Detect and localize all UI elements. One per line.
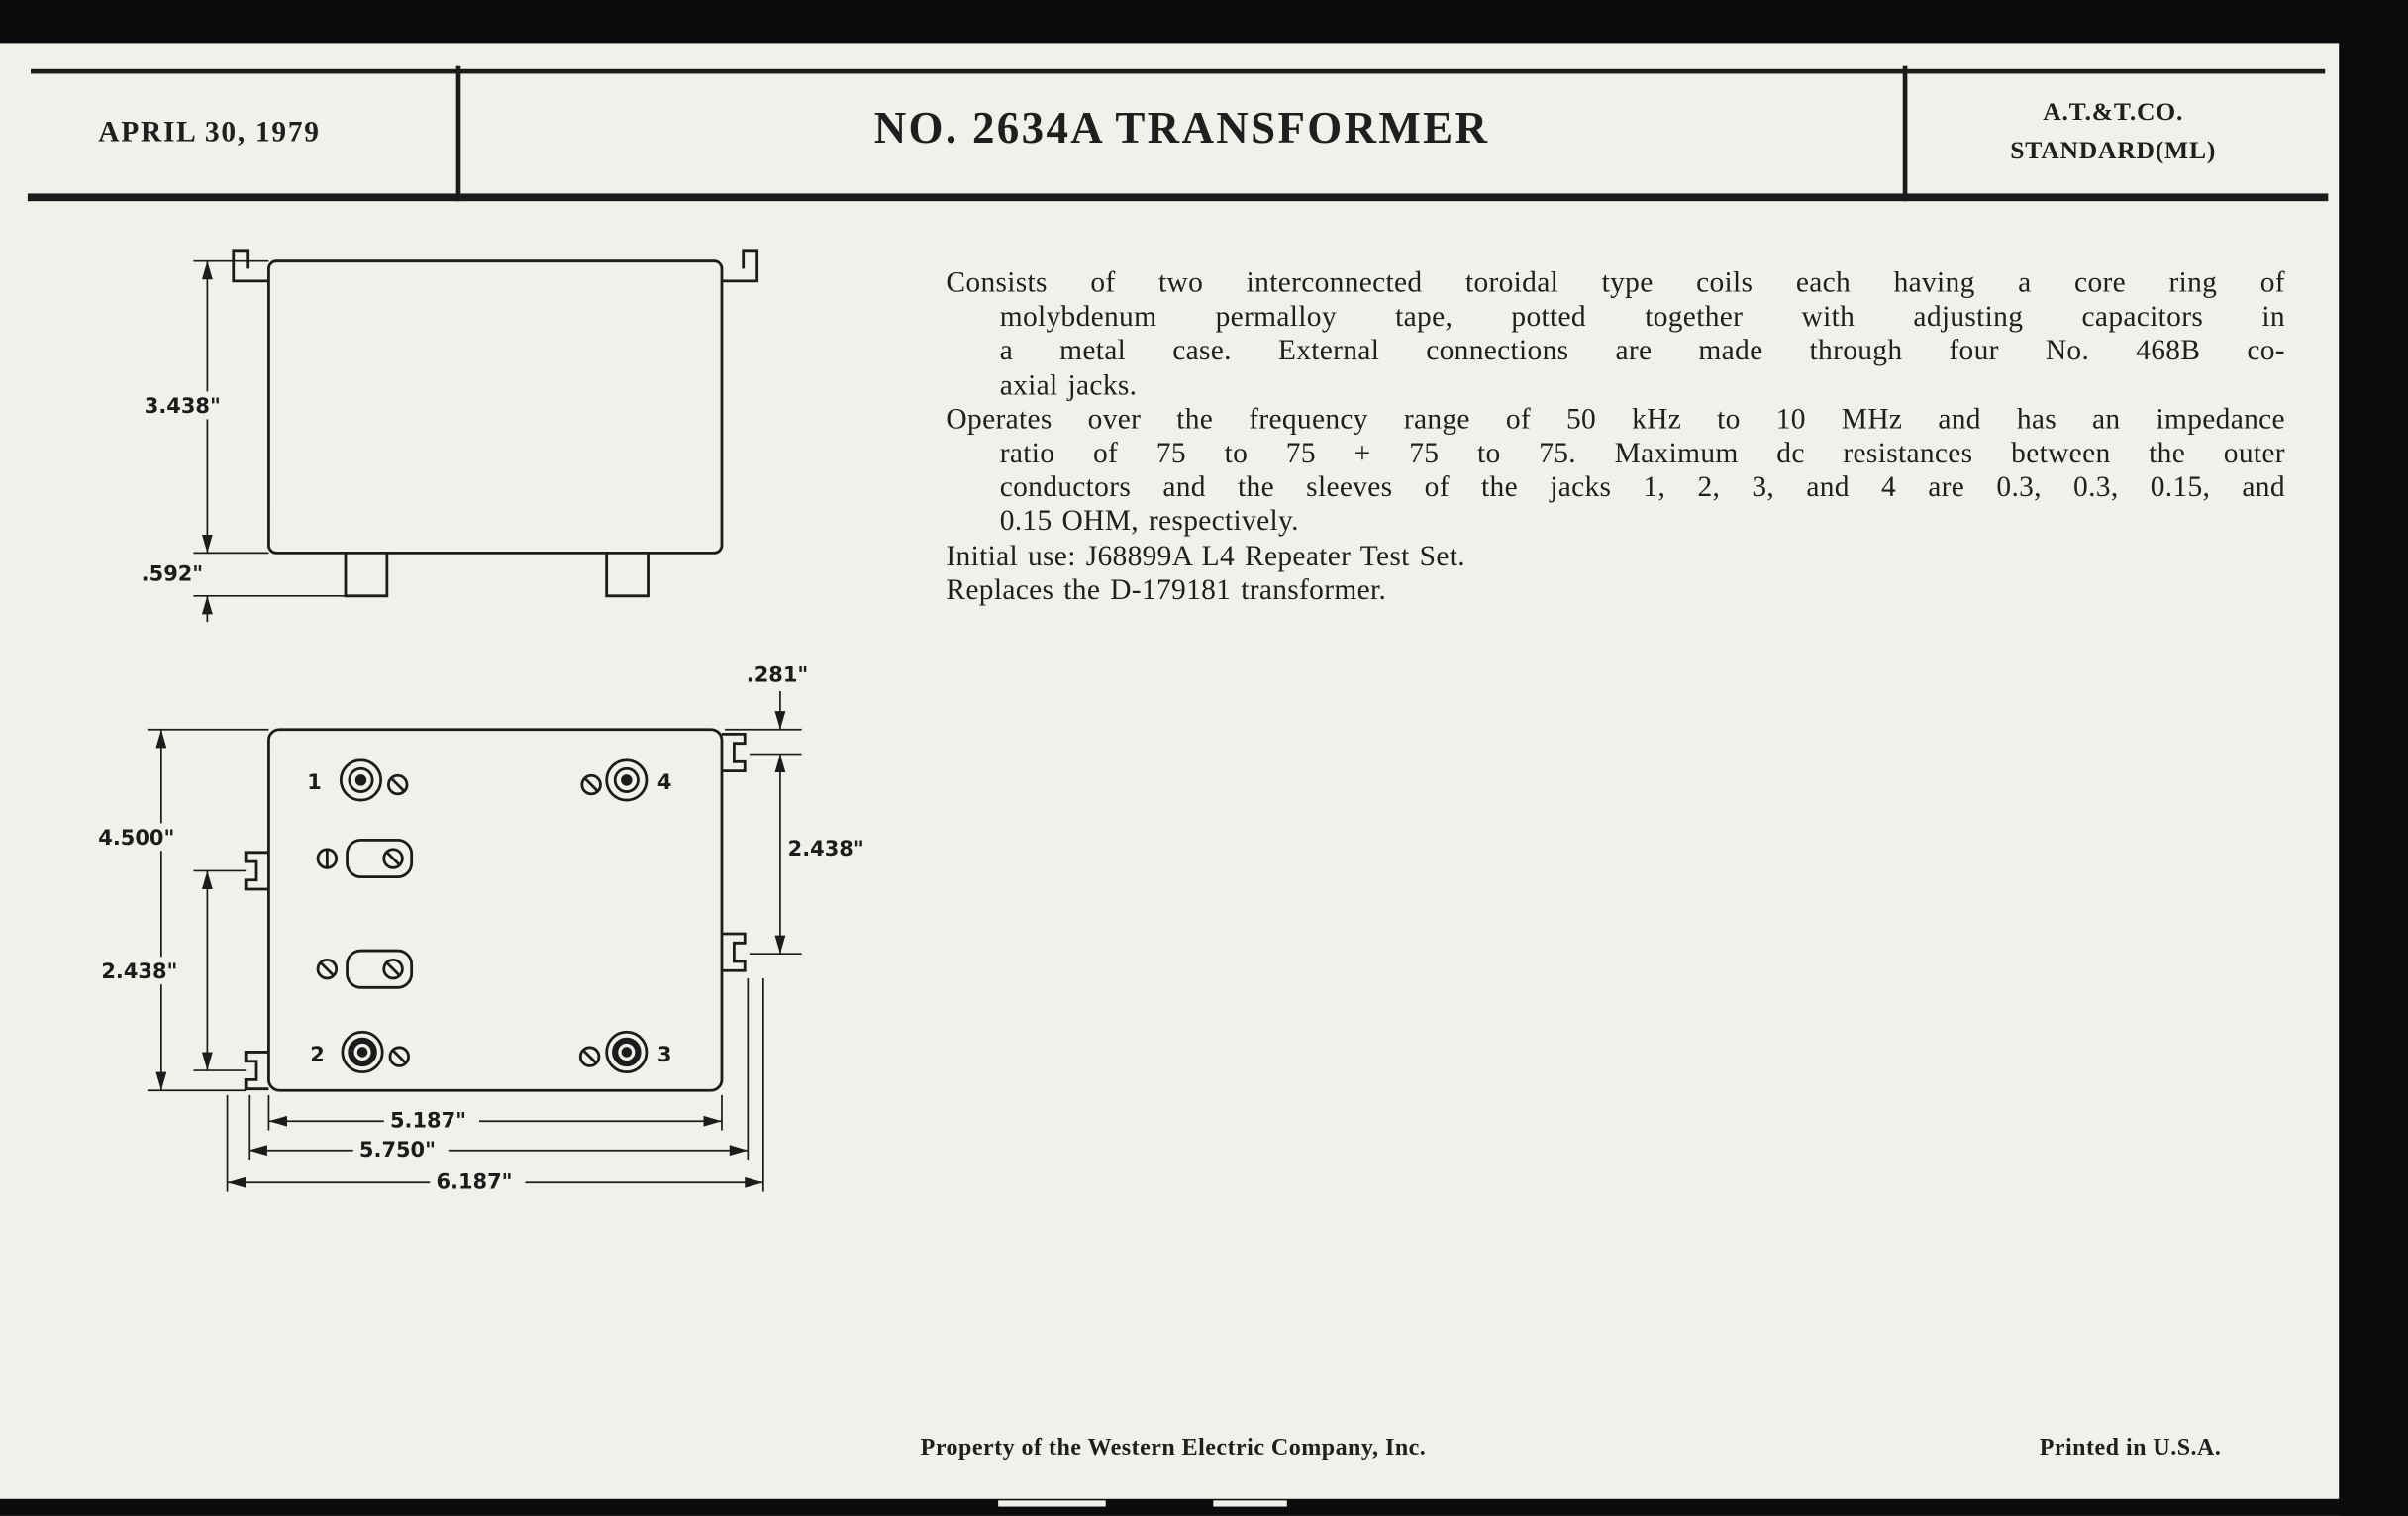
top-view-drawing — [92, 660, 891, 1213]
foot-left — [346, 553, 387, 595]
footer-printed: Printed in U.S.A. — [2039, 1434, 2222, 1462]
dim-width-inner-label: 5.187" — [389, 1108, 467, 1133]
adjust-capacitor-upper — [318, 840, 412, 876]
jack-2-label: 2 — [310, 1042, 325, 1066]
bracket-left-mid — [246, 853, 268, 889]
org-block — [1907, 92, 2319, 169]
jack-3-label: 3 — [656, 1042, 672, 1066]
org-standard: STANDARD(ML) — [2010, 135, 2217, 164]
jack-1-label: 1 — [307, 770, 322, 795]
dim-overall-height-label: 4.500" — [98, 826, 175, 851]
description-line: conductors and the sleeves of the jacks 1, 2, 3, and 4 are 0.3, 0.3, 0.15, and — [999, 471, 2285, 505]
coax-jack-4 — [582, 760, 647, 800]
dim-height-label: 3.438" — [144, 394, 221, 419]
dim-width-mid-label: 5.750" — [358, 1137, 437, 1162]
description-line: Consists of two interconnected toroidal type coils each having a core ring of — [946, 266, 2285, 300]
bracket-right-mid — [722, 934, 745, 970]
dim-width-outer-label: 6.187" — [436, 1169, 513, 1194]
scan-artifact — [1213, 1500, 1286, 1506]
description-line: Operates over the frequency range of 50 kHz to 10 MHz and has an impedance — [946, 403, 2285, 437]
adjust-capacitor-lower — [318, 951, 412, 987]
description-line: ratio of 75 to 75 + 75 to 75. Maximum dc resistances between the outer — [999, 438, 2285, 470]
replaces-line: Replaces the D-179181 transformer. — [946, 573, 1387, 607]
mounting-ear-right — [722, 251, 757, 281]
dim-feet-label: .592" — [141, 561, 204, 586]
coax-jack-2 — [343, 1032, 409, 1071]
case-outline — [268, 261, 722, 554]
footer-property: Property of the Western Electric Company, Inc. — [920, 1434, 1427, 1462]
scan-edge-right — [2339, 0, 2408, 1516]
dim-left-brackets-label: 2.438" — [101, 959, 178, 983]
foot-right — [607, 553, 649, 595]
bracket-right-top — [722, 734, 745, 770]
scan-artifact — [998, 1500, 1106, 1506]
dim-right-brackets-label: 2.438" — [787, 836, 864, 860]
jack-4-label: 4 — [656, 770, 672, 795]
coax-jack-3 — [580, 1032, 647, 1071]
header-rule-top — [31, 69, 2325, 74]
mounting-ear-left — [234, 251, 269, 281]
description-block — [946, 267, 2284, 608]
bracket-left-bottom — [246, 1052, 268, 1088]
org-name: A.T.&T.CO. — [2043, 96, 2184, 127]
side-view-labels — [139, 392, 225, 587]
scan-edge-top — [0, 0, 2408, 43]
case-outline — [268, 730, 722, 1090]
description-line: molybdenum permalloy tape, potted together with adjusting capacitors in — [999, 301, 2285, 334]
coax-jack-1 — [341, 760, 407, 800]
side-view-case — [234, 251, 757, 596]
page-title: NO. 2634A TRANSFORMER — [873, 104, 1490, 154]
header-rule-bottom — [28, 193, 2328, 201]
side-view-drawing — [139, 238, 768, 622]
dim-top-offset-label: .281" — [746, 662, 809, 687]
description-line: 0.15 OHM, respectively. — [999, 505, 1299, 539]
description-line: axial jacks. — [999, 369, 1138, 402]
initial-use-line: Initial use: J68899A L4 Repeater Test Set. — [946, 540, 1465, 572]
document-date: APRIL 30, 1979 — [98, 116, 321, 150]
scan-edge-bottom — [0, 1499, 2408, 1516]
description-line: a metal case. External connections are made through four No. 468B co- — [999, 335, 2285, 368]
